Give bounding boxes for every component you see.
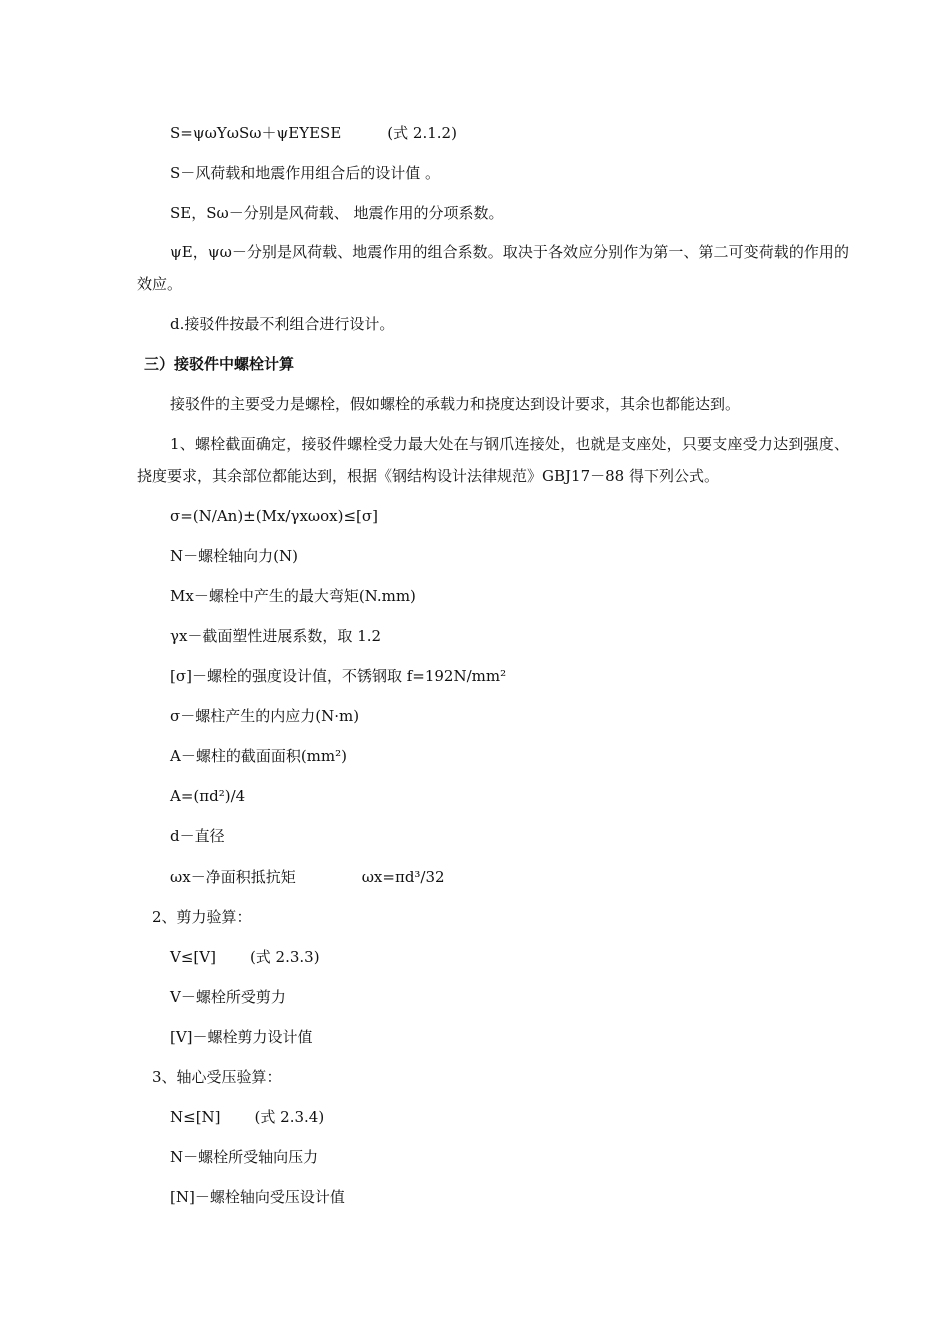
formula-text: V≤[V]: [170, 948, 216, 966]
definition: V－螺栓所受剪力: [170, 988, 286, 1006]
formula-2-3-4: [170, 1107, 324, 1127]
paragraph: S－风荷载和地震作用组合后的设计值 。: [170, 164, 441, 182]
paragraph: d.接驳件按最不利组合进行设计。: [170, 315, 395, 333]
definition: d－直径: [170, 827, 225, 845]
definition: A－螺柱的截面面积(mm²): [170, 747, 347, 765]
definition: Mx－螺栓中产生的最大弯矩(N.mm): [170, 587, 416, 605]
formula-2-3-3: [170, 947, 320, 967]
formula-text: ωx=πd³/32: [361, 868, 445, 886]
definition: [N]－螺栓轴向受压设计值: [170, 1188, 345, 1206]
definition: N－螺栓轴向力(N): [170, 547, 298, 565]
definition: γx－截面塑性进展系数，取 1.2: [170, 627, 382, 645]
paragraph: 1、螺栓截面确定，接驳件螺栓受力最大处在与钢爪连接处，也就是支座处，只要支座受力达到强度、挠度要求，其余部位都能达到，根据《钢结构设计法律规范》GBJ17－88 得下列公式。: [137, 435, 849, 485]
definition: N－螺栓所受轴向压力: [170, 1148, 319, 1166]
definition: [σ]－螺栓的强度设计值，不锈钢取 f=192N/mm²: [170, 667, 507, 685]
formula-2-1-2: [170, 123, 457, 143]
formula: σ=(N/An)±(Mx/γxωox)≤[σ]: [170, 507, 378, 525]
definition-with-formula: [170, 867, 445, 887]
paragraph: ψE，ψω－分别是风荷载、地震作用的组合系数。取决于各效应分别作为第一、第二可变荷载的作用的效应。: [137, 243, 849, 293]
subsection-title: 3、轴心受压验算：: [152, 1068, 282, 1086]
paragraph: 接驳件的主要受力是螺栓，假如螺栓的承载力和挠度达到设计要求，其余也都能达到。: [170, 395, 741, 413]
subsection-title: 2、剪力验算：: [152, 908, 252, 926]
paragraph: SE，Sω－分别是风荷载、 地震作用的分项系数。: [170, 204, 504, 222]
formula-ref: (式 2.1.2): [387, 124, 457, 142]
formula: A=(πd²)/4: [170, 787, 246, 805]
formula-ref: (式 2.3.4): [254, 1108, 325, 1126]
definition: [V]－螺栓剪力设计值: [170, 1028, 313, 1046]
definition-text: ωx－净面积抵抗矩: [170, 868, 296, 886]
formula-text: S=ψωYωSω＋ψEYESE: [170, 124, 342, 142]
formula-text: N≤[N]: [170, 1108, 221, 1126]
formula-ref: (式 2.3.3): [249, 948, 320, 966]
definition: σ－螺柱产生的内应力(N·m): [170, 707, 360, 725]
section-heading: 三）接驳件中螺栓计算: [144, 355, 295, 373]
